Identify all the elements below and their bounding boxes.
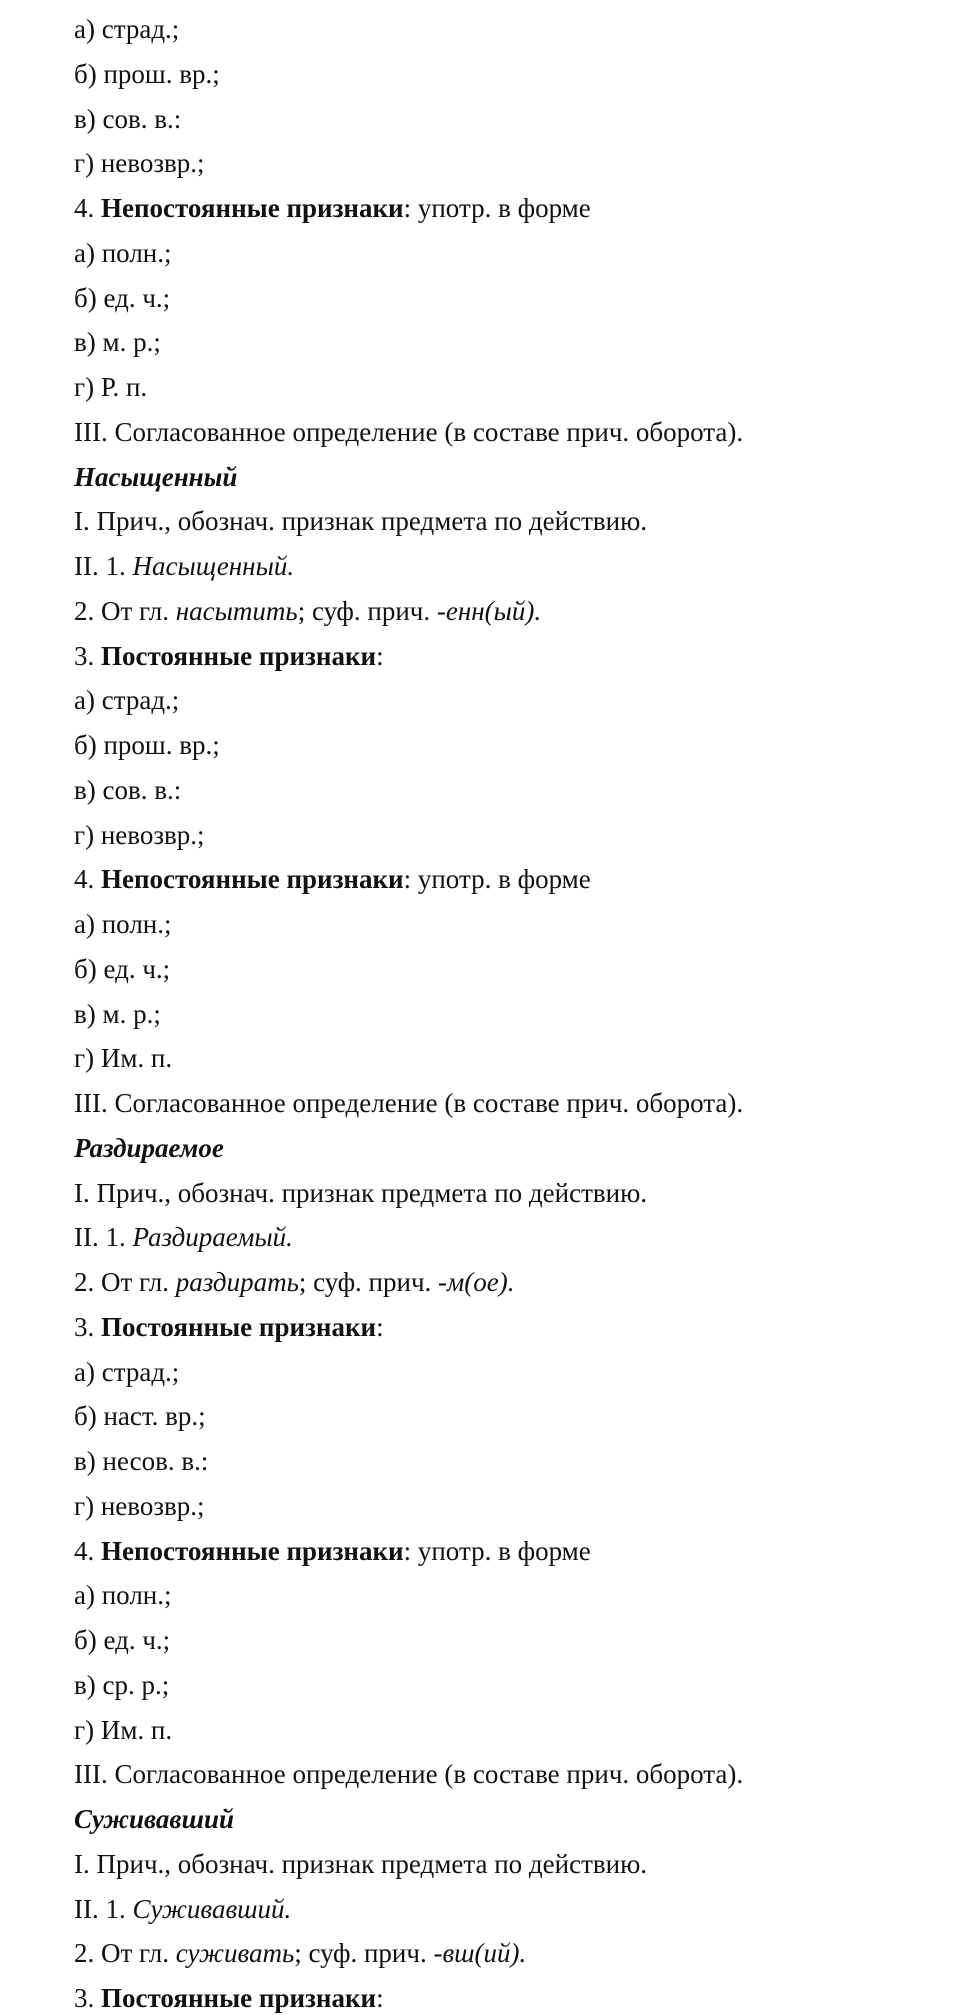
feature-heading-line: [74, 191, 591, 225]
feature-label: Непостоянные признаки: [101, 864, 404, 895]
feature-heading-line: [74, 639, 384, 673]
feature-rest: :: [376, 1983, 384, 2013]
derivation-middle: ; суф. прич. -: [297, 595, 446, 626]
text-line: г) невозвр.;: [74, 819, 205, 850]
initial-form-line: [74, 1220, 293, 1254]
item-number: 3.: [74, 1311, 101, 1342]
participle-suffix: м(ое).: [447, 1267, 515, 1297]
feature-rest: :: [376, 640, 384, 671]
feature-rest: :: [376, 1311, 384, 1342]
derivation-prefix: 2. От гл.: [74, 1267, 176, 1297]
feature-label: Постоянные признаки: [101, 1983, 377, 2013]
feature-rest: : употр. в форме: [403, 864, 591, 895]
feature-label: Непостоянные признаки: [101, 193, 404, 223]
initial-form: Насыщенный.: [132, 551, 295, 581]
text-line: в) ср. р.;: [74, 1669, 170, 1700]
text-line: I. Прич., обознач. признак предмета по действию.: [74, 1848, 647, 1879]
feature-heading-line: [74, 1310, 384, 1344]
feature-heading-line: [74, 862, 591, 896]
text-line: а) страд.;: [74, 685, 180, 716]
item-number: 4.: [74, 864, 101, 895]
text-line: I. Прич., обознач. признак предмета по действию.: [74, 506, 647, 537]
text-line: г) Им. п.: [74, 1714, 173, 1745]
text-line: а) полн.;: [74, 1580, 172, 1611]
derivation-line: [74, 1265, 514, 1299]
text-line: а) полн.;: [74, 909, 172, 939]
word-heading: [74, 460, 237, 494]
derivation-middle: ; суф. прич. -: [294, 1938, 443, 1969]
text-line: г) невозвр.;: [74, 148, 205, 179]
item-number: 3.: [74, 1983, 101, 2013]
text-line: III. Согласованное определение (в составе прич. оборота).: [74, 1088, 744, 1118]
participle-suffix: енн(ый).: [445, 595, 542, 626]
text-line: а) полн.;: [74, 237, 172, 268]
item-number: II. 1.: [74, 1222, 133, 1253]
initial-form-line: [74, 549, 294, 583]
item-number: 4.: [74, 1535, 101, 1566]
heading-word: Насыщенный: [74, 461, 238, 492]
text-line: III. Согласованное определение (в составе прич. оборота).: [74, 1759, 744, 1790]
text-line: в) м. р.;: [74, 327, 161, 358]
initial-form-line: [74, 1892, 291, 1926]
item-number: 4.: [74, 193, 101, 223]
feature-rest: : употр. в форме: [403, 1535, 591, 1566]
heading-word: Раздираемое: [74, 1132, 224, 1163]
text-line: в) сов. в.:: [74, 774, 182, 805]
feature-label: Постоянные признаки: [101, 640, 377, 671]
source-verb: раздирать: [175, 1267, 299, 1297]
feature-label: Постоянные признаки: [101, 1311, 377, 1342]
text-line: б) ед. ч.;: [74, 953, 171, 984]
participle-suffix: вш(ий).: [442, 1938, 527, 1969]
item-number: II. 1.: [74, 1893, 133, 1924]
text-line: г) невозвр.;: [74, 1490, 205, 1521]
item-number: II. 1.: [74, 551, 133, 581]
text-line: б) наст. вр.;: [74, 1401, 206, 1432]
word-heading: [74, 1802, 234, 1836]
text-line: а) страд.;: [74, 14, 180, 44]
word-heading: [74, 1131, 224, 1165]
text-line: а) страд.;: [74, 1356, 180, 1387]
derivation-line: [74, 594, 541, 628]
derivation-prefix: 2. От гл.: [74, 595, 176, 626]
text-line: б) прош. вр.;: [74, 58, 220, 89]
text-line: б) прош. вр.;: [74, 730, 220, 760]
feature-heading-line: [74, 1534, 591, 1568]
text-line: г) Р. п.: [74, 372, 148, 402]
text-line: в) м. р.;: [74, 998, 161, 1029]
text-line: в) несов. в.:: [74, 1446, 209, 1476]
heading-word: Суживавший: [74, 1804, 235, 1834]
source-verb: насытить: [175, 595, 298, 626]
initial-form: Раздираемый.: [132, 1222, 293, 1253]
text-line: III. Согласованное определение (в составе прич. оборота).: [74, 416, 744, 447]
derivation-line: [74, 1936, 526, 1970]
text-line: б) ед. ч.;: [74, 282, 171, 313]
source-verb: суживать: [175, 1938, 295, 1969]
derivation-prefix: 2. От гл.: [74, 1938, 176, 1969]
feature-rest: : употр. в форме: [403, 193, 591, 223]
text-line: I. Прич., обознач. признак предмета по действию.: [74, 1177, 647, 1208]
text-line: г) Им. п.: [74, 1043, 173, 1074]
text-line: в) сов. в.:: [74, 103, 182, 134]
item-number: 3.: [74, 640, 101, 671]
text-line: б) ед. ч.;: [74, 1625, 171, 1655]
derivation-middle: ; суф. прич. -: [298, 1267, 448, 1297]
feature-heading-line: [74, 1981, 384, 2015]
initial-form: Суживавший.: [132, 1893, 292, 1924]
feature-label: Непостоянные признаки: [101, 1535, 404, 1566]
